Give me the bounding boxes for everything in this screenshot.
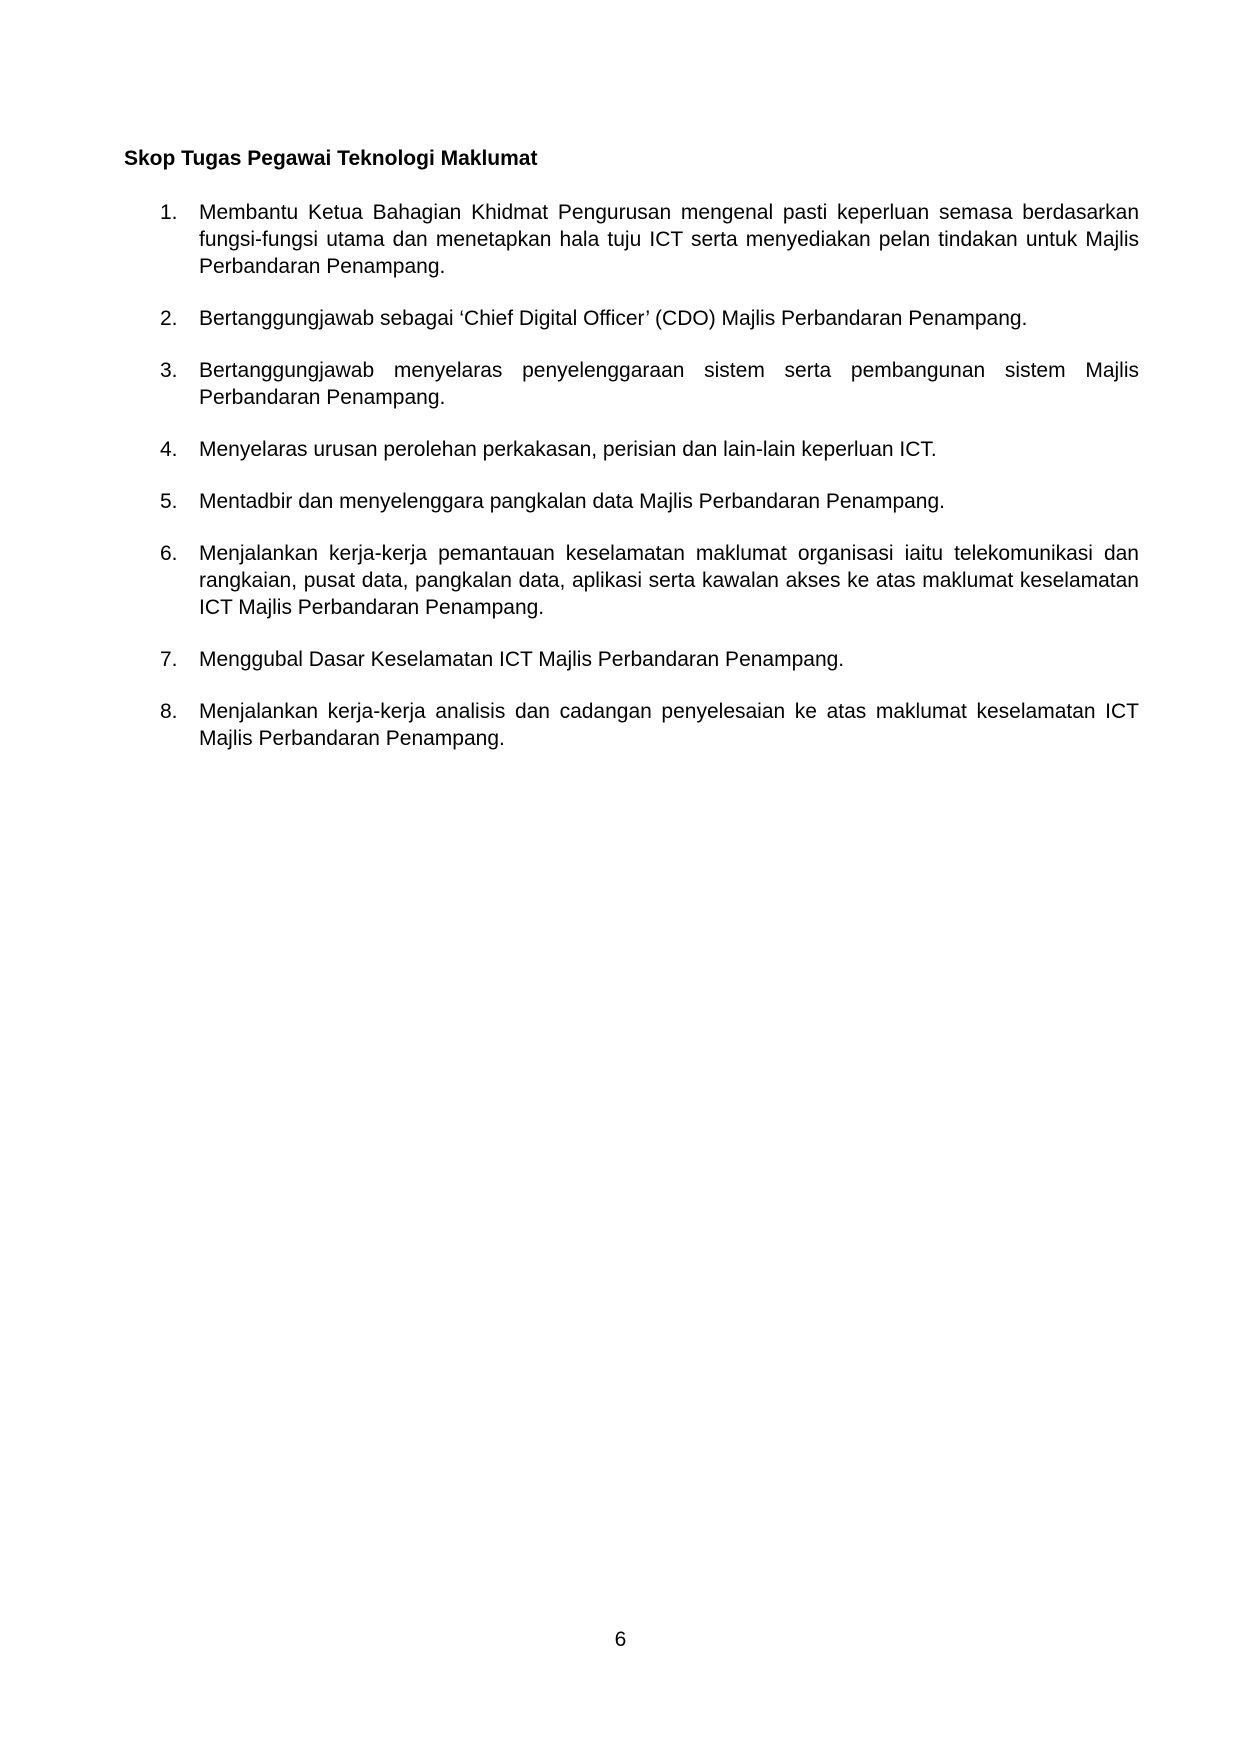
section-heading: Skop Tugas Pegawai Teknologi Maklumat [124,147,538,170]
list-item-text: Menjalankan kerja-kerja pemantauan keselamatan maklumat organisasi iaitu telekomunikasi dan rangkaian, pusat data, pangkalan data, aplikasi serta kawalan akses ke atas maklumat keselamatan ICT Majlis Perbandaran Penampang. [199,542,1139,619]
list-item-number: 7. [160,648,178,671]
list-item [124,488,1139,515]
list-item-text: Menjalankan kerja-kerja analisis dan cadangan penyelesaian ke atas maklumat keselamatan ICT Majlis Perbandaran Penampang. [199,700,1139,750]
list-item [124,436,1139,463]
list-item-text: Menyelaras urusan perolehan perkakasan, perisian dan lain-lain keperluan ICT. [199,438,937,461]
list-item-text: Menggubal Dasar Keselamatan ICT Majlis Perbandaran Penampang. [199,648,845,671]
list-item-text: Bertanggungjawab menyelaras penyelenggaraan sistem serta pembangunan sistem Majlis Perbandaran Penampang. [199,359,1139,409]
list-item-number: 8. [160,700,178,723]
list-item [124,646,1139,673]
list-item-number: 3. [160,359,178,382]
list-item [124,357,1139,411]
list-item-text: Mentadbir dan menyelenggara pangkalan data Majlis Perbandaran Penampang. [199,490,946,513]
list-item-number: 4. [160,438,178,461]
list-item-number: 2. [160,307,178,330]
list-item-number: 1. [160,201,178,224]
list-item-number: 5. [160,490,178,513]
list-item-text: Bertanggungjawab sebagai ‘Chief Digital Officer’ (CDO) Majlis Perbandaran Penampang. [199,307,1028,330]
list-item-text: Membantu Ketua Bahagian Khidmat Pengurusan mengenal pasti keperluan semasa berdasarkan fungsi-fungsi utama dan menetapkan hala tuju ICT serta menyediakan pelan tindakan untuk Majlis Perbandaran Penampang. [199,201,1139,278]
list-item [124,540,1139,621]
page-number: 6 [614,1628,627,1651]
list-item [124,698,1139,752]
duty-list [124,199,1139,777]
list-item [124,199,1139,280]
list-item-number: 6. [160,542,178,565]
list-item [124,305,1139,332]
